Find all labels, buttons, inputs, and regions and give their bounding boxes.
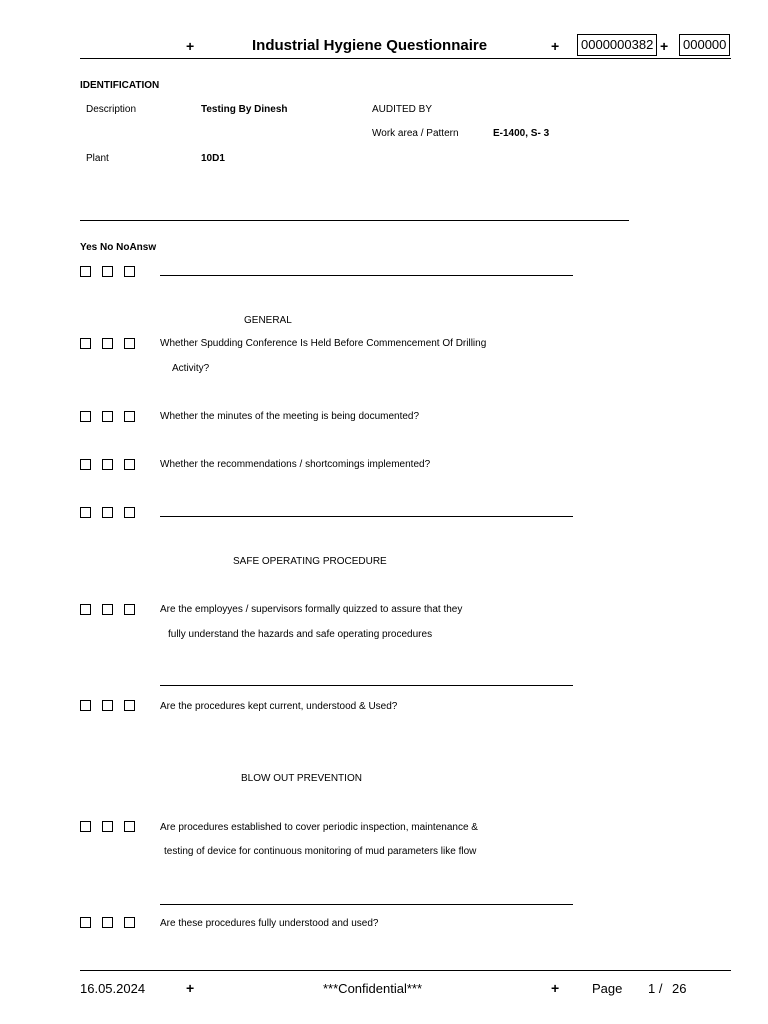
blank-answer-line	[160, 685, 573, 686]
no-answer-checkbox[interactable]	[124, 604, 135, 615]
header-plus-left: +	[186, 38, 195, 54]
header-plus-middle: +	[551, 38, 560, 54]
yes-checkbox[interactable]	[80, 266, 91, 277]
blank-answer-line	[160, 516, 573, 517]
confidential-label: ***Confidential***	[323, 981, 423, 996]
question-text: Are the employyes / supervisors formally quizzed to assure that they	[160, 604, 463, 615]
yes-checkbox[interactable]	[80, 700, 91, 711]
section-sop-heading: SAFE OPERATING PROCEDURE	[233, 556, 387, 567]
page-title: Industrial Hygiene Questionnaire	[252, 37, 488, 54]
no-checkbox[interactable]	[102, 338, 113, 349]
yes-checkbox[interactable]	[80, 459, 91, 470]
question-text-continued: fully understand the hazards and safe operating procedures	[168, 629, 433, 640]
no-checkbox[interactable]	[102, 604, 113, 615]
document-number-box: 0000000382	[577, 34, 657, 56]
section-general-heading: GENERAL	[244, 315, 292, 326]
question-text-continued: Activity?	[172, 363, 210, 374]
page-current: 1 /	[648, 981, 663, 996]
yes-checkbox[interactable]	[80, 604, 91, 615]
plant-value: 10D1	[201, 153, 225, 164]
yes-checkbox[interactable]	[80, 411, 91, 422]
document-suffix-box: 000000	[679, 34, 730, 56]
question-text: Are these procedures fully understood and used?	[160, 918, 379, 929]
question-text: Are the procedures kept current, understood & Used?	[160, 701, 398, 712]
blank-answer-line	[160, 904, 573, 905]
audited-by-label: AUDITED BY	[372, 104, 433, 115]
answer-column-header: Yes No NoAnsw	[80, 242, 157, 253]
yes-checkbox[interactable]	[80, 507, 91, 518]
footer-date: 16.05.2024	[80, 981, 146, 996]
page-total: 26	[672, 981, 687, 996]
no-answer-checkbox[interactable]	[124, 821, 135, 832]
description-label: Description	[86, 104, 137, 115]
section-bop-heading: BLOW OUT PREVENTION	[241, 773, 362, 784]
header-rule	[80, 58, 731, 59]
no-answer-checkbox[interactable]	[124, 700, 135, 711]
blank-answer-line	[160, 275, 573, 276]
yes-checkbox[interactable]	[80, 917, 91, 928]
no-checkbox[interactable]	[102, 700, 113, 711]
identification-divider	[80, 220, 629, 221]
no-checkbox[interactable]	[102, 507, 113, 518]
plant-label: Plant	[86, 153, 109, 164]
question-text: Whether Spudding Conference Is Held Before Commencement Of Drilling	[160, 338, 487, 349]
work-area-label: Work area / Pattern	[372, 128, 459, 139]
no-checkbox[interactable]	[102, 411, 113, 422]
footer-plus-right: +	[551, 980, 560, 996]
identification-heading: IDENTIFICATION	[80, 80, 160, 91]
no-answer-checkbox[interactable]	[124, 459, 135, 470]
question-text: Are procedures established to cover periodic inspection, maintenance &	[160, 822, 478, 833]
footer-plus-left: +	[186, 980, 195, 996]
no-answer-checkbox[interactable]	[124, 507, 135, 518]
yes-checkbox[interactable]	[80, 338, 91, 349]
no-checkbox[interactable]	[102, 266, 113, 277]
no-answer-checkbox[interactable]	[124, 338, 135, 349]
no-answer-checkbox[interactable]	[124, 411, 135, 422]
question-text: Whether the minutes of the meeting is being documented?	[160, 411, 420, 422]
page-label: Page	[592, 981, 623, 996]
question-text-continued: testing of device for continuous monitoring of mud parameters like flow	[164, 846, 477, 857]
footer-rule	[80, 970, 731, 971]
no-checkbox[interactable]	[102, 459, 113, 470]
question-text: Whether the recommendations / shortcomings implemented?	[160, 459, 431, 470]
yes-checkbox[interactable]	[80, 821, 91, 832]
no-checkbox[interactable]	[102, 917, 113, 928]
no-answer-checkbox[interactable]	[124, 917, 135, 928]
no-checkbox[interactable]	[102, 821, 113, 832]
work-area-value: E-1400, S- 3	[493, 128, 550, 139]
header-plus-right: +	[660, 38, 669, 54]
no-answer-checkbox[interactable]	[124, 266, 135, 277]
description-value: Testing By Dinesh	[201, 104, 288, 115]
